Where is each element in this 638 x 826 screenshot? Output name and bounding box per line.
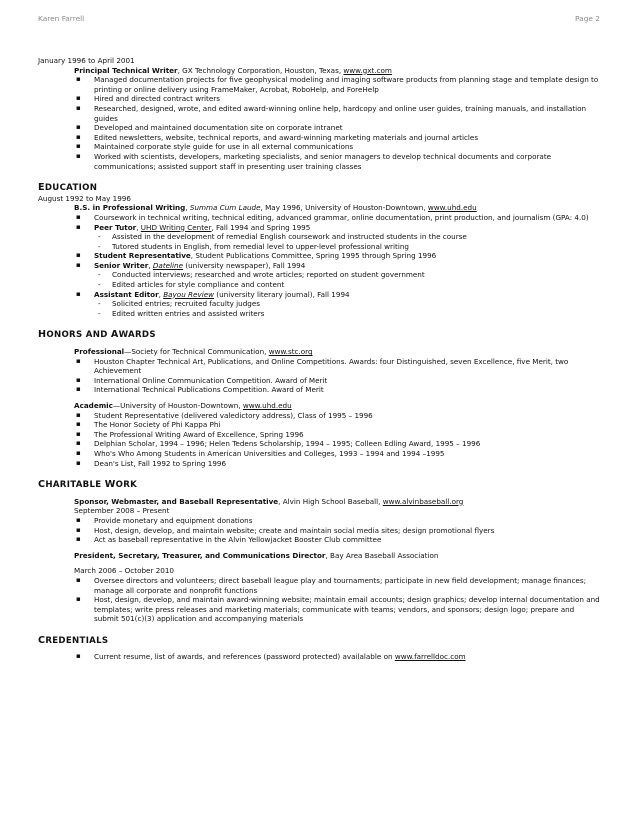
list-item: ▪ Host, design, develop, and maintain award-winning website; maintain email accounts; design graphics; develop internal documentation and templates; write press releases and marketing materials; communicate with teams; vendors, and sponsors; design logo; prepare and submit 501(c)(3) application and accompanying materials [74, 595, 600, 624]
list-item: ▪ Peer Tutor, UHD Writing Center, Fall 1994 and Spring 1995 [74, 223, 600, 233]
list-item: ▪ International Technical Publications Competition. Award of Merit [74, 385, 600, 395]
alvinbaseball-link[interactable]: www.alvinbaseball.org [382, 496, 464, 506]
education-heading: EDUCATION [38, 182, 98, 194]
role2-line: President, Secretary, Treasurer, and Communications Director, Bay Area Baseball Association [74, 550, 439, 560]
list-item: ▪ Edited newsletters, website, technical reports, and award-winning marketing materials and journal articles [74, 133, 600, 143]
professional-line: Professional—Society for Technical Communication, www.stc.org [74, 347, 313, 357]
header-page-number: Page 2 [575, 14, 600, 23]
list-item: ▪ Senior Writer, Dateline (university newspaper), Fall 1994 [74, 261, 600, 271]
credentials-block [74, 652, 600, 662]
header-name: Karen Farrell [38, 14, 85, 23]
list-item: ▪ Coursework in technical writing, technical editing, advanced grammar, online documentation, print production, and journalism (GPA: 4.0) [74, 213, 600, 223]
list-item: ▪ Student Representative (delivered valedictory address), Class of 1995 – 1996 [74, 411, 600, 421]
list-item: ▪ Who's Who Among Students in American Universities and Colleges, 1993 – 1994 and 1994 –1995 [74, 449, 600, 459]
list-item: ▪ Developed and maintained documentation site on corporate intranet [74, 123, 600, 133]
list-item: ▪ Dean's List, Fall 1992 to Spring 1996 [74, 459, 600, 469]
charitable-block [74, 497, 600, 624]
job1-dates: January 1996 to April 2001 [38, 56, 135, 65]
stc-link[interactable]: www.stc.org [268, 347, 313, 357]
uhd-link[interactable]: www.uhd.edu [427, 203, 477, 213]
honors-heading: HONORS AND AWARDS [38, 329, 156, 341]
list-item: - Assisted in the development of remedial English coursework and instructed students in the course [74, 232, 600, 242]
list-item: - Edited articles for style compliance and content [74, 280, 600, 290]
honors-block [74, 347, 600, 468]
list-item: ▪ Hired and directed contract writers [74, 94, 600, 104]
role2-dates: March 2006 – October 2010 [74, 566, 174, 576]
dateline-link[interactable]: Dateline [152, 260, 184, 270]
writing-center-link[interactable]: UHD Writing Center [140, 222, 212, 232]
job1-link[interactable]: www.gxt.com [343, 65, 392, 75]
list-item: ▪ Current resume, list of awards, and references (password protected) availalable on www.farrelldoc.com [74, 652, 600, 662]
list-item: ▪ Maintained corporate style guide for use in all external communications [74, 142, 600, 152]
role1-line: Sponsor, Webmaster, and Baseball Representative, Alvin High School Baseball, www.alvinbaseball.org [74, 496, 464, 506]
list-item: ▪ International Online Communication Competition. Award of Merit [74, 376, 600, 386]
education-dates: August 1992 to May 1996 [38, 193, 131, 203]
list-item: ▪ Act as baseball representative in the Alvin Yellowjacket Booster Club committee [74, 535, 600, 545]
bayou-review-link[interactable]: Bayou Review [163, 289, 215, 299]
job1-title: Principal Technical Writer [74, 65, 178, 75]
uhd-link-2[interactable]: www.uhd.edu [242, 401, 292, 410]
resume-content [38, 56, 600, 662]
list-item: - Edited written entries and assisted writers [74, 309, 600, 319]
list-item: ▪ Houston Chapter Technical Art, Publications, and Online Competitions. Awards: four Distinguished, seven Excellence, five Merit, two Achievement [74, 357, 600, 376]
list-item: - Tutored students in English, from remedial level to upper-level professional writing [74, 242, 600, 252]
job1-bullets [74, 75, 600, 171]
job1-company: , GX Technology Corporation, Houston, Texas, [177, 65, 344, 75]
list-item: ▪ Oversee directors and volunteers; direct baseball league play and tournaments; participate in new field development; manage finances; manage all corporate and nonprofit functions [74, 576, 600, 595]
list-item: ▪ The Honor Society of Phi Kappa Phi [74, 420, 600, 430]
list-item: ▪ Worked with scientists, developers, marketing specialists, and senior managers to develop technical documents and corporate communications; assisted support staff in presenting user training classes [74, 152, 600, 171]
academic-line: Academic—University of Houston-Downtown, www.uhd.edu [74, 401, 292, 410]
job1-block [74, 66, 600, 172]
job1-title-line [74, 66, 600, 76]
list-item: ▪ The Professional Writing Award of Excellence, Spring 1996 [74, 430, 600, 440]
list-item: ▪ Delphian Scholar, 1994 – 1996; Helen Tedens Scholarship, 1994 – 1995; Colleen Edling Award, 1995 – 1996 [74, 439, 600, 449]
list-item: ▪ Researched, designed, wrote, and edited award-winning online help, hardcopy and online user guides, training manuals, and installation guides [74, 104, 600, 123]
list-item: ▪ Assistant Editor, Bayou Review (university literary journal), Fall 1994 [74, 290, 600, 300]
education-block [74, 203, 600, 318]
credentials-heading: CREDENTIALS [38, 634, 109, 646]
list-item: ▪ Host, design, develop, and maintain website; create and maintain social media sites; design promotional flyers [74, 526, 600, 536]
list-item: - Solicited entries; recruited faculty judges [74, 299, 600, 309]
farrelldoc-link[interactable]: www.farrelldoc.com [394, 652, 466, 662]
degree-line: B.S. in Professional Writing, Summa Cum Laude, May 1996, University of Houston-Downtown, www.uhd.edu [74, 203, 477, 213]
role1-dates: September 2008 – Present [74, 506, 170, 516]
list-item: ▪ Managed documentation projects for five geophysical modeling and imaging software products from planning stage and template design to printing or online delivery using FrameMaker, Acrobat, RoboHelp, and ForeHelp [74, 75, 600, 94]
list-item: ▪ Provide monetary and equipment donations [74, 516, 600, 526]
list-item: ▪ Student Representative, Student Publications Committee, Spring 1995 through Spring 1996 [74, 251, 600, 261]
list-item: - Conducted interviews; researched and wrote articles; reported on student government [74, 270, 600, 280]
charitable-heading: CHARITABLE WORK [38, 479, 138, 491]
